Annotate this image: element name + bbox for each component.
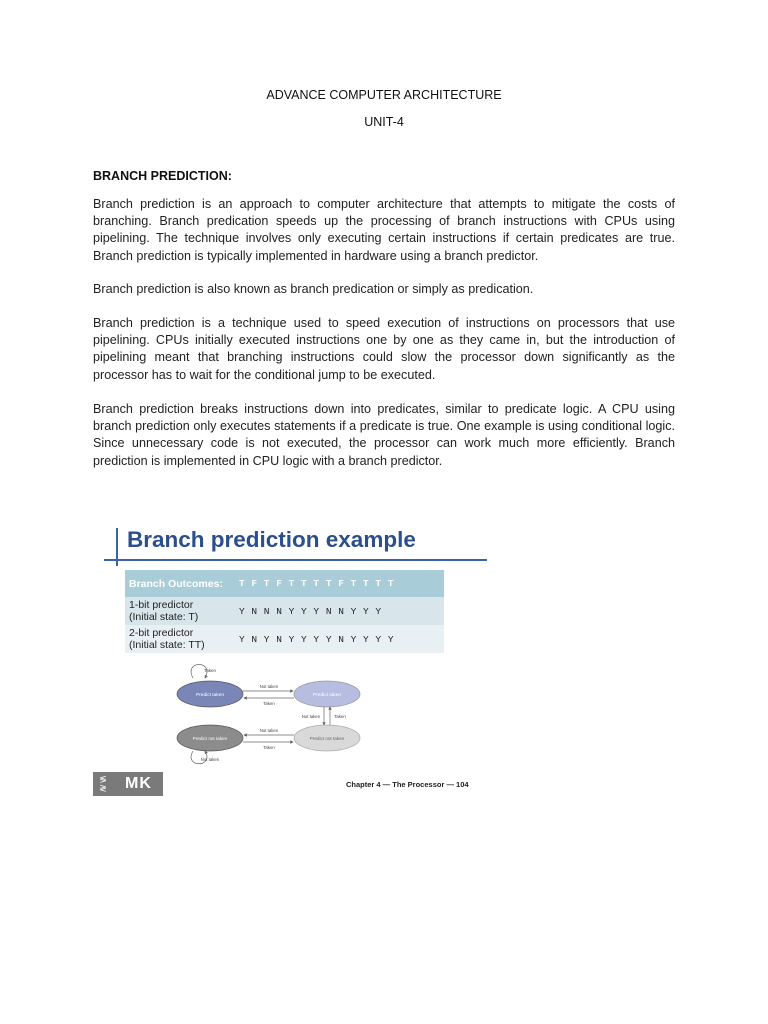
row-sequence: Y N Y N Y Y Y Y N Y Y Y Y — [235, 625, 444, 653]
logo-mark: ≶ ≷ — [99, 774, 107, 793]
branch-outcomes-sequence: T F T F T T T T F T T T T — [235, 570, 444, 597]
row-label — [125, 597, 235, 625]
slide-title: Branch prediction example — [127, 527, 416, 552]
label-taken-top: Taken — [263, 701, 275, 706]
logo-text: MK — [125, 775, 152, 792]
label-not-taken-right: Not taken — [301, 714, 321, 719]
label-not-taken-loop: Not taken — [200, 757, 220, 762]
branch-outcomes-table — [125, 570, 444, 653]
table-row — [125, 597, 444, 625]
row-label — [125, 625, 235, 653]
state-label: Predict taken — [196, 693, 224, 698]
table-row — [125, 625, 444, 653]
publisher-logo — [93, 772, 163, 796]
state-label: Predict taken — [313, 693, 341, 698]
state-label: Predict not taken — [192, 736, 228, 741]
paragraph-4: Branch prediction breaks instructions down into predicates, similar to predicate logic. A CPU using branch prediction only executes statements if a predicate is true. One example is using conditional logic. Since unnecessary code is not executed, the processor can work much more efficiently. Branch prediction is implemented in CPU logic with a branch predictor. — [93, 402, 675, 468]
row-label-line1: 1-bit predictor — [129, 599, 194, 611]
table-header-label: Branch Outcomes: — [125, 570, 235, 597]
section-heading: BRANCH PREDICTION: — [93, 169, 232, 183]
document-title: ADVANCE COMPUTER ARCHITECTURE — [266, 88, 502, 102]
label-taken-right: Taken — [334, 714, 346, 719]
branch-prediction-slide — [93, 518, 487, 798]
unit-label: UNIT-4 — [364, 115, 404, 129]
table-header-row — [125, 570, 444, 597]
paragraph-1: Branch prediction is an approach to computer architecture that attempts to mitigate the costs of branching. Branch predication speeds up the processing of branch instructions with CPUs using pipelining. The technique involves only executing certain instructions if certain predicates are true. Branch prediction is typically implemented in hardware using a branch predictor. — [93, 197, 675, 263]
paragraph-2: Branch prediction is also known as branch predication or simply as predication. — [93, 282, 534, 296]
row-label-line2: (Initial state: TT) — [129, 639, 205, 651]
label-not-taken-top: Not taken — [259, 684, 279, 689]
state-label: Predict not taken — [309, 736, 345, 741]
row-sequence: Y N N N Y Y Y N N Y Y Y — [235, 597, 444, 625]
row-label-line2: (Initial state: T) — [129, 611, 199, 623]
row-label-line1: 2-bit predictor — [129, 627, 194, 639]
slide-title-rule — [104, 559, 487, 561]
paragraph-3: Branch prediction is a technique used to speed execution of instructions on processors that use pipelining. CPUs initially executed instructions one by one as they came in, but the introduction of pipelining meant that branching instructions could slow the processor down significantly as the processor has to wait for the conditional jump to be executed. — [93, 316, 675, 382]
label-not-taken-bottom: Not taken — [259, 728, 279, 733]
state-machine-diagram — [153, 660, 473, 770]
slide-footer: Chapter 4 — The Processor — 104 — [346, 780, 469, 789]
label-taken-bottom: Taken — [263, 745, 275, 750]
label-taken-loop: Taken — [203, 668, 217, 673]
